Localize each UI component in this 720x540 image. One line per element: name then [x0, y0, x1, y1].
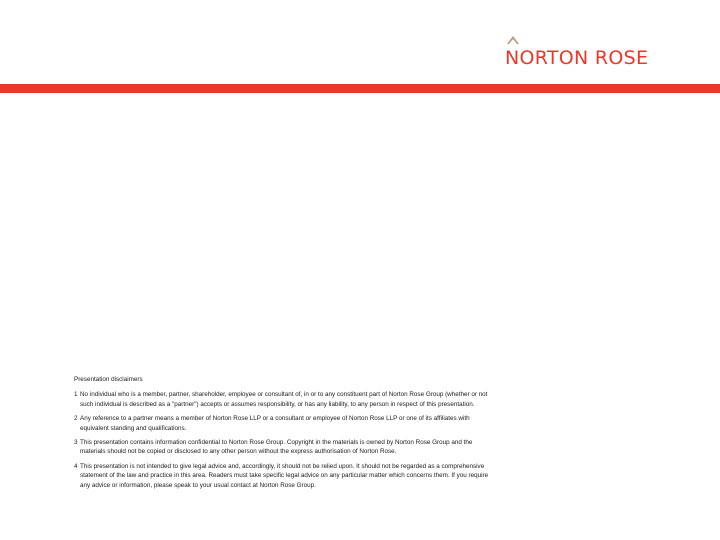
disclaimer-item: [74, 462, 494, 490]
disclaimer-text: This presentation is not intended to give legal advice and, accordingly, it should not be relied upon. It should not be regarded as a comprehensive statement of the law and practice in this area. Readers must take specific legal advice on any particular matter which concerns them. If you require any advice or information, please speak to your usual contact at Norton Rose Group.: [80, 462, 489, 489]
disclaimer-heading: Presentation disclaimers: [74, 376, 143, 383]
disclaimer-list: [74, 390, 494, 490]
disclaimer-number: 3: [74, 439, 78, 447]
disclaimer-text: Any reference to a partner means a member of Norton Rose LLP or a consultant or employee of Norton Rose LLP or one of its affiliates with equivalent standing and qualifications.: [80, 415, 470, 432]
disclaimer-number: 1: [74, 391, 78, 399]
disclaimer-item: [74, 414, 494, 433]
chevron-up-icon: [507, 36, 519, 46]
disclaimer-item: [74, 390, 494, 409]
norton-rose-logo: [505, 36, 665, 70]
logo-text: NORTON ROSE: [505, 47, 649, 69]
disclaimer-text: This presentation contains information confidential to Norton Rose Group. Copyright in the materials is owned by Norton Rose Group and the materials should not be copied or disclosed to any other person without the express authorisation of Norton Rose.: [80, 439, 473, 456]
disclaimer-text: No individual who is a member, partner, shareholder, employee or consultant of, in or to any constituent part of Norton Rose Group (whether or not such individual is described as a "partner") accepts or assumes responsibility, or has any liability, to any person in respect of this presentation.: [80, 391, 488, 408]
disclaimer-item: [74, 438, 494, 457]
disclaimer-number: 2: [74, 415, 78, 423]
disclaimer-number: 4: [74, 462, 78, 470]
disclaimer-block: [74, 375, 494, 495]
header-band: [0, 84, 720, 93]
